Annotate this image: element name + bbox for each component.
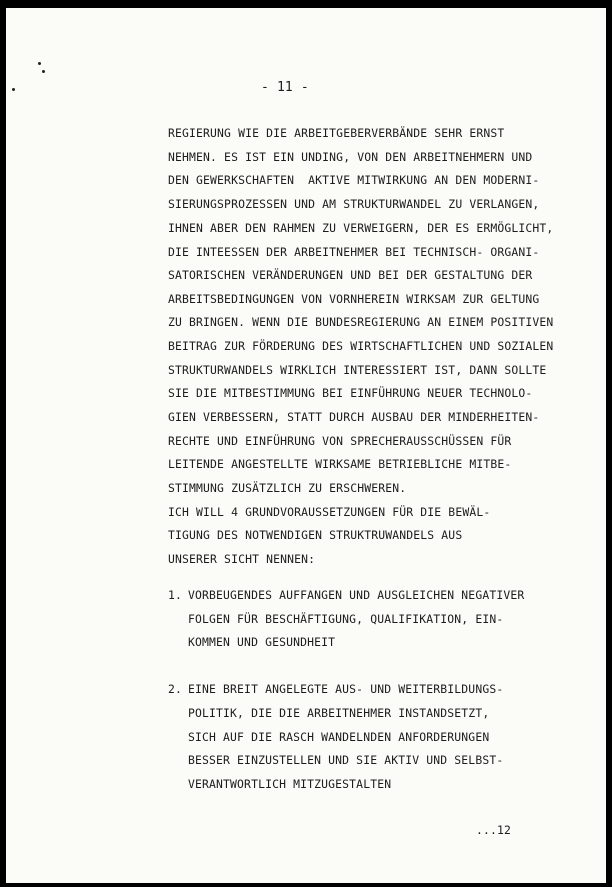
body-line: STRUKTURWANDELS WIRKLICH INTERESSIERT IST, DANN SOLLTE <box>168 363 547 377</box>
body-line: STIMMUNG ZUSÄTZLICH ZU ERSCHWEREN. <box>168 481 407 495</box>
scan-speck <box>12 88 15 91</box>
body-line: RECHTE UND EINFÜHRUNG VON SPRECHERAUSSCHÜSSEN FÜR <box>168 434 512 448</box>
list-number: 1. <box>168 588 183 602</box>
body-line: ARBEITSBEDINGUNGEN VON VORNHEREIN WIRKSAM ZUR GELTUNG <box>168 292 540 306</box>
body-line: SATORISCHEN VERÄNDERUNGEN UND BEI DER GESTALTUNG DER <box>168 268 533 282</box>
list-item-line: VERANTWORTLICH MITZUGESTALTEN <box>188 777 392 791</box>
continuation-marker: ...12 <box>476 823 512 837</box>
list-item-line: EINE BREIT ANGELEGTE AUS- UND WEITERBILDUNGS- <box>188 682 504 696</box>
body-line: NEHMEN. ES IST EIN UNDING, VON DEN ARBEITNEHMERN UND <box>168 150 533 164</box>
scan-speck <box>38 62 41 65</box>
body-line: DIE INTEESSEN DER ARBEITNEHMER BEI TECHNISCH- ORGANI- <box>168 245 540 259</box>
list-item-line: VORBEUGENDES AUFFANGEN UND AUSGLEICHEN NEGATIVER <box>188 588 525 602</box>
body-line: LEITENDE ANGESTELLTE WIRKSAME BETRIEBLICHE MITBE- <box>168 457 512 471</box>
list-item-line: FOLGEN FÜR BESCHÄFTIGUNG, QUALIFIKATION, EIN- <box>188 612 504 626</box>
list-item-line: POLITIK, DIE DIE ARBEITNEHMER INSTANDSETZT, <box>188 706 490 720</box>
list-item-line: SICH AUF DIE RASCH WANDELNDEN ANFORDERUNGEN <box>188 730 490 744</box>
list-item-line: KOMMEN UND GESUNDHEIT <box>188 635 336 649</box>
body-line: IHNEN ABER DEN RAHMEN ZU VERWEIGERN, DER ES ERMÖGLICHT, <box>168 221 554 235</box>
list-item-line: BESSER EINZUSTELLEN UND SIE AKTIV UND SELBST- <box>188 753 504 767</box>
body-line: SIE DIE MITBESTIMMUNG BEI EINFÜHRUNG NEUER TECHNOLO- <box>168 386 533 400</box>
body-line: DEN GEWERKSCHAFTEN AKTIVE MITWIRKUNG AN DEN MODERNI- <box>168 173 540 187</box>
document-page <box>6 8 606 883</box>
body-line: UNSERER SICHT NENNEN: <box>168 552 316 566</box>
body-line: SIERUNGSPROZESSEN UND AM STRUKTURWANDEL ZU VERLANGEN, <box>168 197 540 211</box>
body-line: ICH WILL 4 GRUNDVORAUSSETZUNGEN FÜR DIE BEWÄL- <box>168 505 491 519</box>
body-line: ZU BRINGEN. WENN DIE BUNDESREGIERUNG AN EINEM POSITIVEN <box>168 315 554 329</box>
body-line: BEITRAG ZUR FÖRDERUNG DES WIRTSCHAFTLICHEN UND SOZIALEN <box>168 339 554 353</box>
page-number: - 11 - <box>261 80 309 95</box>
body-line: REGIERUNG WIE DIE ARBEITGEBERVERBÄNDE SEHR ERNST <box>168 126 505 140</box>
body-line: TIGUNG DES NOTWENDIGEN STRUKTRUWANDELS AUS <box>168 528 463 542</box>
body-line: GIEN VERBESSERN, STATT DURCH AUSBAU DER MINDERHEITEN- <box>168 410 540 424</box>
scan-speck <box>42 70 45 73</box>
list-number: 2. <box>168 682 183 696</box>
